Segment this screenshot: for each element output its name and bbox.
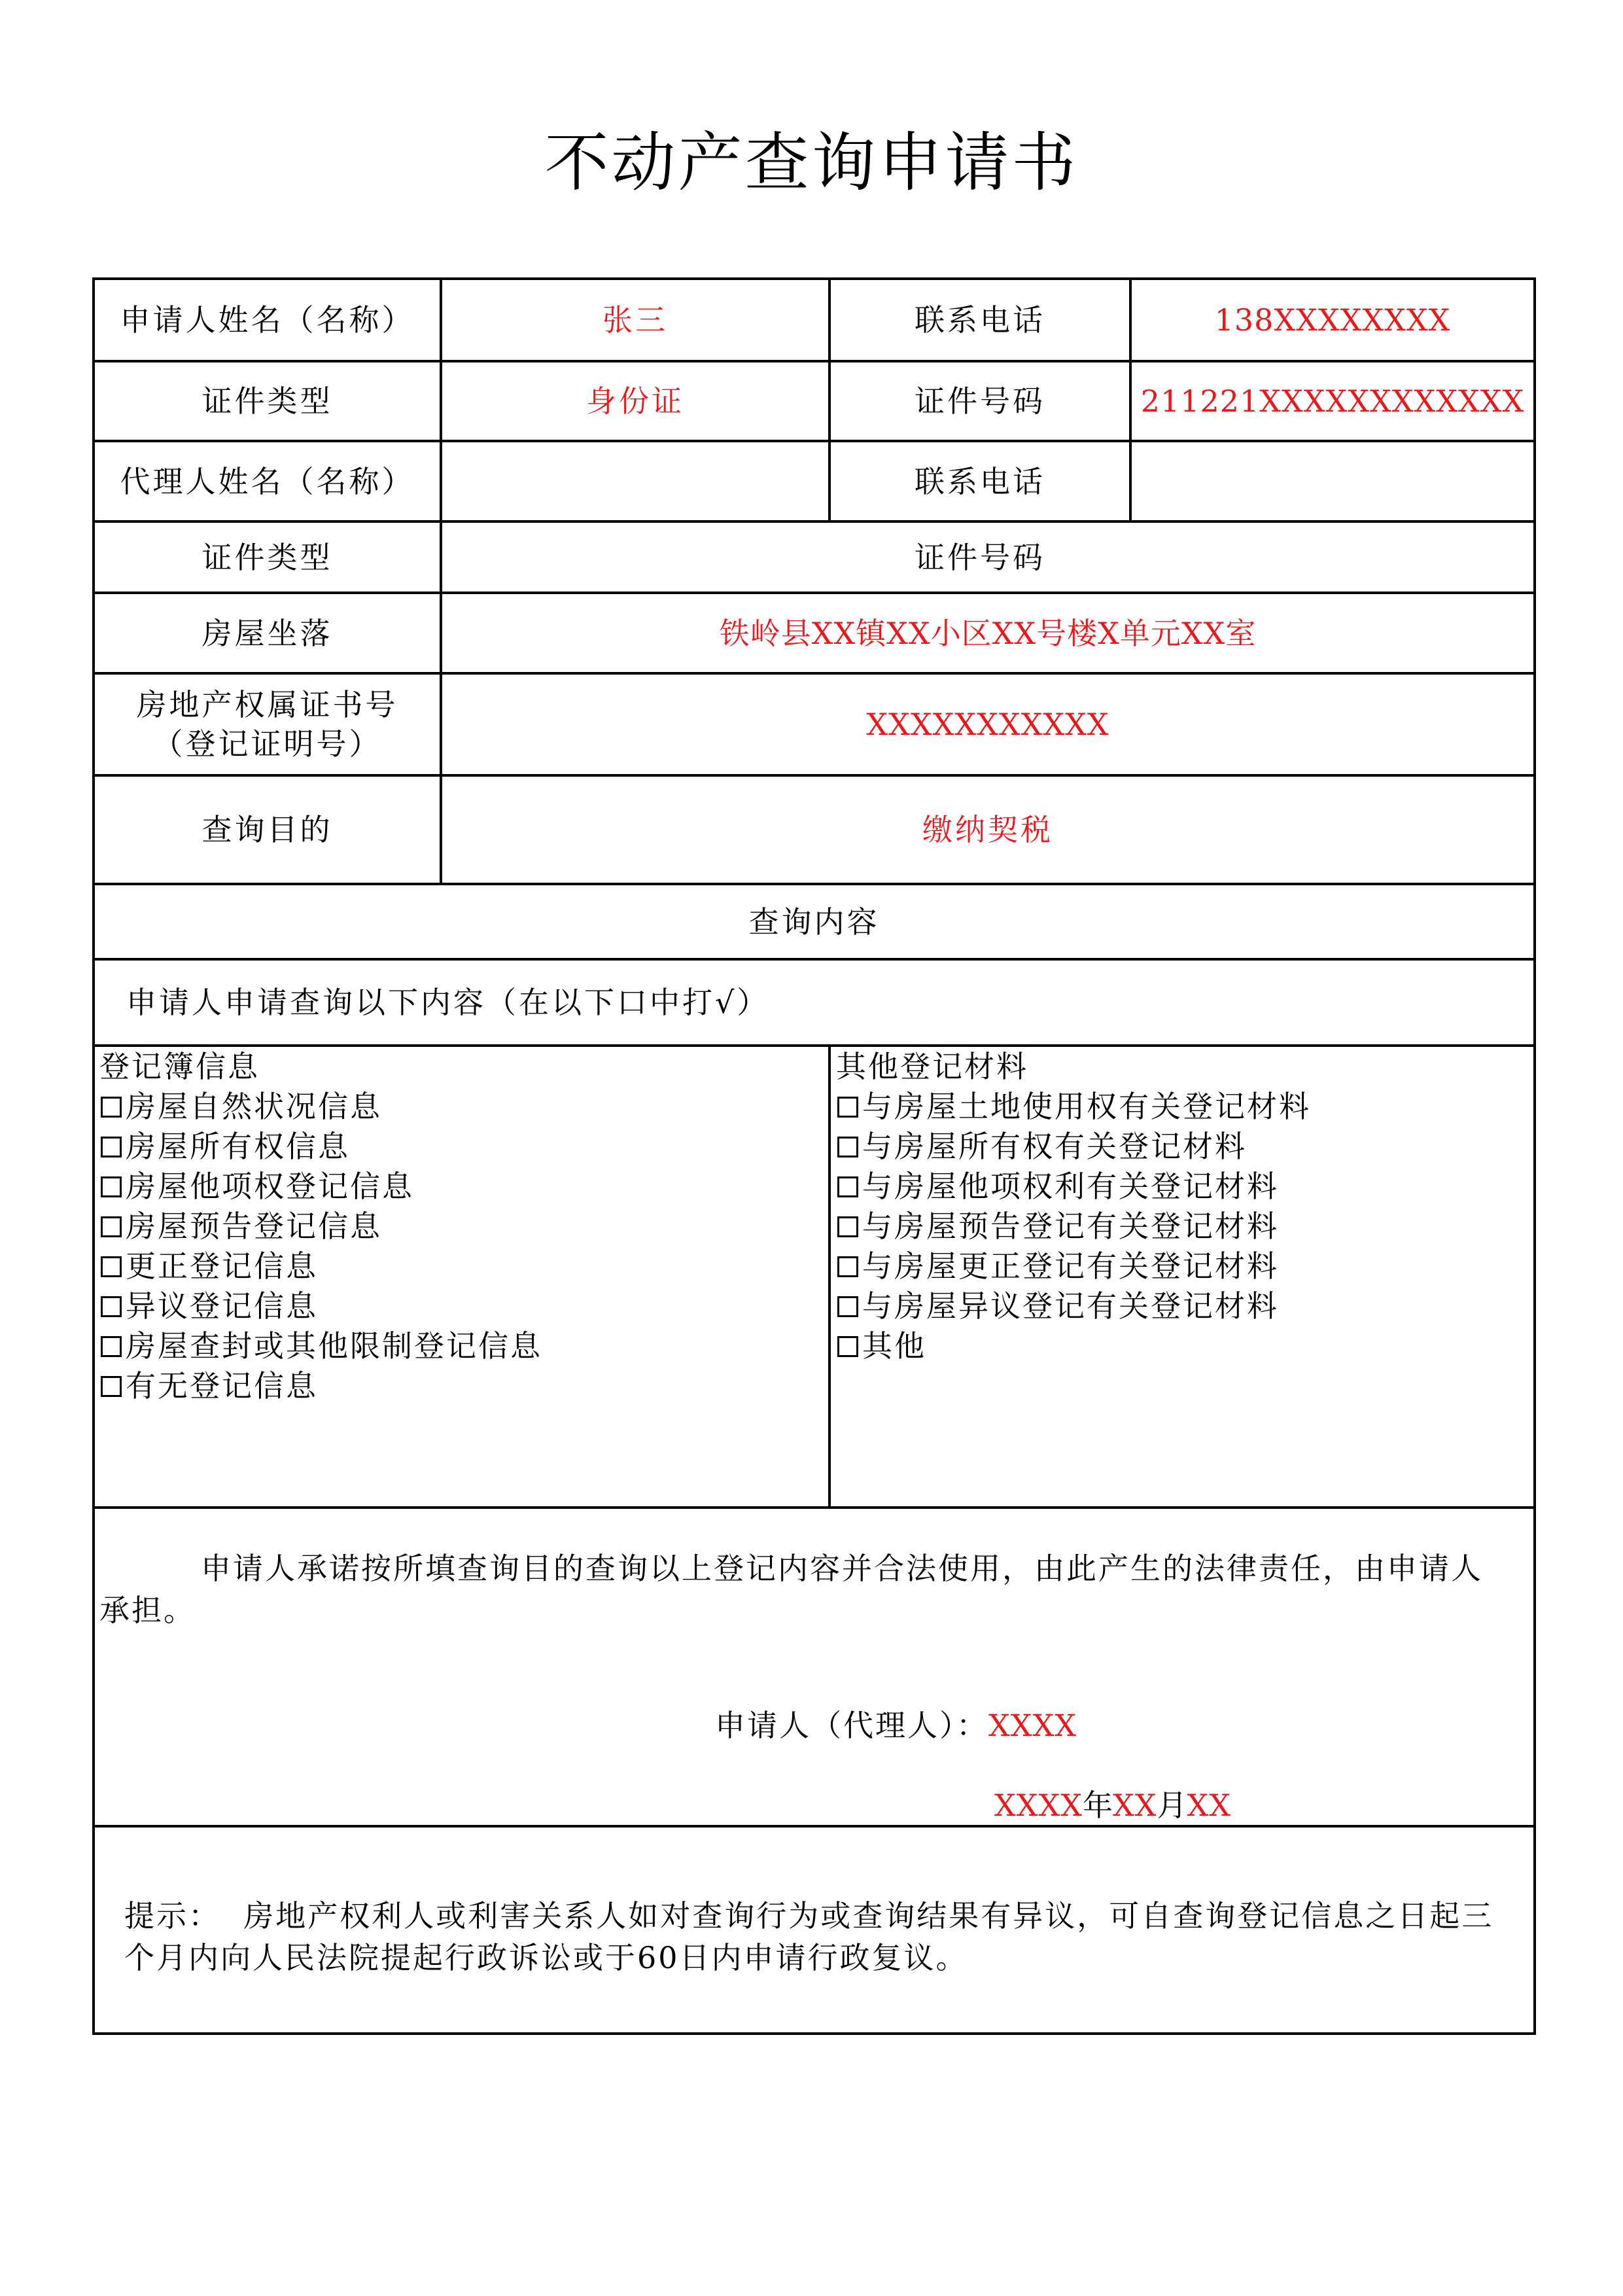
checkbox[interactable] — [837, 1216, 858, 1237]
checkbox-item[interactable] — [836, 1326, 1529, 1366]
checkbox[interactable] — [101, 1256, 122, 1277]
checkbox[interactable] — [101, 1137, 122, 1157]
checkbox-label: 房屋查封或其他限制登记信息 — [126, 1328, 542, 1364]
checkbox-item[interactable] — [836, 1167, 1529, 1207]
checkbox-item[interactable] — [99, 1127, 819, 1167]
checkbox-item[interactable] — [99, 1246, 819, 1286]
checkbox-label: 房屋预告登记信息 — [126, 1209, 382, 1244]
pledge-text — [99, 1547, 1529, 1631]
signer-label: 申请人（代理人）： — [715, 1708, 988, 1743]
checkbox-label: 异议登记信息 — [126, 1288, 318, 1324]
applicant-id-no-value[interactable]: 211221XXXXXXXXXXXX — [1140, 383, 1525, 419]
checkbox[interactable] — [837, 1097, 858, 1118]
checkbox-label: 与房屋异议登记有关登记材料 — [862, 1288, 1279, 1324]
checkbox-item[interactable] — [836, 1246, 1529, 1286]
pledge-line2: 承担。 — [99, 1593, 196, 1628]
location-value[interactable]: 铁岭县XX镇XX小区XX号楼X单元XX室 — [719, 615, 1257, 651]
checkbox-label: 房屋他项权登记信息 — [126, 1169, 414, 1204]
agent-id-type-field[interactable] — [442, 523, 828, 592]
notice-text — [124, 1895, 1531, 1979]
registry-info-title: 登记簿信息 — [99, 1049, 260, 1084]
sign-date — [994, 1784, 1231, 1826]
other-materials-list — [836, 1047, 1529, 1366]
checkbox-label: 与房屋预告登记有关登记材料 — [862, 1209, 1279, 1244]
applicant-name-value[interactable]: 张三 — [602, 302, 668, 338]
checkbox-item[interactable] — [99, 1326, 819, 1366]
checkbox-label: 更正登记信息 — [126, 1248, 318, 1284]
checkbox[interactable] — [101, 1376, 122, 1397]
checkbox-label: 房屋自然状况信息 — [126, 1089, 382, 1124]
checkbox[interactable] — [837, 1336, 858, 1357]
checkbox-label: 与房屋土地使用权有关登记材料 — [862, 1089, 1311, 1124]
checkbox[interactable] — [101, 1336, 122, 1357]
checkbox[interactable] — [101, 1296, 122, 1317]
checkbox-item[interactable] — [836, 1127, 1529, 1167]
checkbox-label: 与房屋他项权利有关登记材料 — [862, 1169, 1279, 1204]
checkbox-item[interactable] — [99, 1167, 819, 1207]
checkbox-label: 与房屋所有权有关登记材料 — [862, 1129, 1247, 1164]
query-section-label: 查询内容 — [748, 904, 880, 940]
checkbox-label: 有无登记信息 — [126, 1368, 318, 1404]
agent-name-label: 代理人姓名（名称） — [120, 463, 415, 499]
checkbox-label: 与房屋更正登记有关登记材料 — [862, 1248, 1279, 1284]
notice-line2: 个月内向人民法院提起行政诉讼或于60日内申请行政复议。 — [124, 1940, 968, 1975]
certificate-value[interactable]: XXXXXXXXXXX — [866, 707, 1109, 742]
date-year-unit: 年 — [1083, 1788, 1113, 1823]
agent-phone-field[interactable] — [1132, 442, 1533, 520]
signer-value[interactable]: XXXX — [988, 1708, 1077, 1743]
checkbox-label: 房屋所有权信息 — [126, 1129, 350, 1164]
checkbox[interactable] — [101, 1216, 122, 1237]
applicant-phone-value[interactable]: 138XXXXXXXX — [1214, 302, 1451, 338]
checkbox-item[interactable] — [99, 1207, 819, 1246]
agent-id-no-field[interactable] — [1132, 523, 1533, 592]
purpose-value[interactable]: 缴纳契税 — [922, 812, 1053, 847]
applicant-name-label: 申请人姓名（名称） — [120, 302, 415, 338]
other-materials-title: 其他登记材料 — [836, 1049, 1028, 1084]
checkbox-item[interactable] — [99, 1366, 819, 1406]
query-instruction: 申请人申请查询以下内容（在以下口中打√） — [126, 985, 770, 1020]
notice-line1: 提示： 房地产权利人或利害关系人如对查询行为或查询结果有异议，可自查询登记信息之日起三 — [124, 1898, 1494, 1934]
pledge-line1: 申请人承诺按所填查询目的查询以上登记内容并合法使用，由此产生的法律责任，由申请人 — [201, 1551, 1483, 1586]
checkbox-item[interactable] — [836, 1087, 1529, 1127]
applicant-id-type-value[interactable]: 身份证 — [586, 383, 684, 419]
checkbox[interactable] — [837, 1296, 858, 1317]
date-day[interactable]: XX — [1187, 1788, 1231, 1823]
checkbox[interactable] — [837, 1176, 858, 1197]
applicant-id-no-label: 证件号码 — [915, 383, 1045, 419]
checkbox[interactable] — [101, 1097, 122, 1118]
purpose-label: 查询目的 — [201, 812, 333, 847]
agent-id-type-label: 证件类型 — [201, 539, 333, 575]
checkbox-item[interactable] — [836, 1286, 1529, 1326]
checkbox-item[interactable] — [836, 1207, 1529, 1246]
checkbox[interactable] — [837, 1256, 858, 1277]
certificate-label — [95, 675, 440, 774]
location-label: 房屋坐落 — [201, 615, 333, 651]
agent-phone-label: 联系电话 — [915, 463, 1045, 499]
registry-info-list — [99, 1047, 819, 1406]
applicant-id-type-label: 证件类型 — [201, 383, 333, 419]
date-month[interactable]: XX — [1113, 1788, 1157, 1823]
checkbox[interactable] — [101, 1176, 122, 1197]
signer-line — [715, 1704, 1077, 1746]
checkbox-item[interactable] — [99, 1286, 819, 1326]
agent-id-no-label: 证件号码 — [915, 539, 1045, 575]
date-year[interactable]: XXXX — [994, 1788, 1083, 1823]
date-month-unit: 月 — [1157, 1788, 1187, 1823]
agent-name-field[interactable] — [442, 442, 828, 520]
page-title: 不动产查询申请书 — [544, 126, 1079, 200]
checkbox[interactable] — [837, 1137, 858, 1157]
checkbox-label: 其他 — [862, 1328, 926, 1364]
checkbox-item[interactable] — [99, 1087, 819, 1127]
certificate-label-line1: 房地产权属证书号 — [136, 687, 398, 722]
applicant-phone-label: 联系电话 — [915, 302, 1045, 338]
certificate-label-line2: （登记证明号） — [152, 726, 382, 762]
